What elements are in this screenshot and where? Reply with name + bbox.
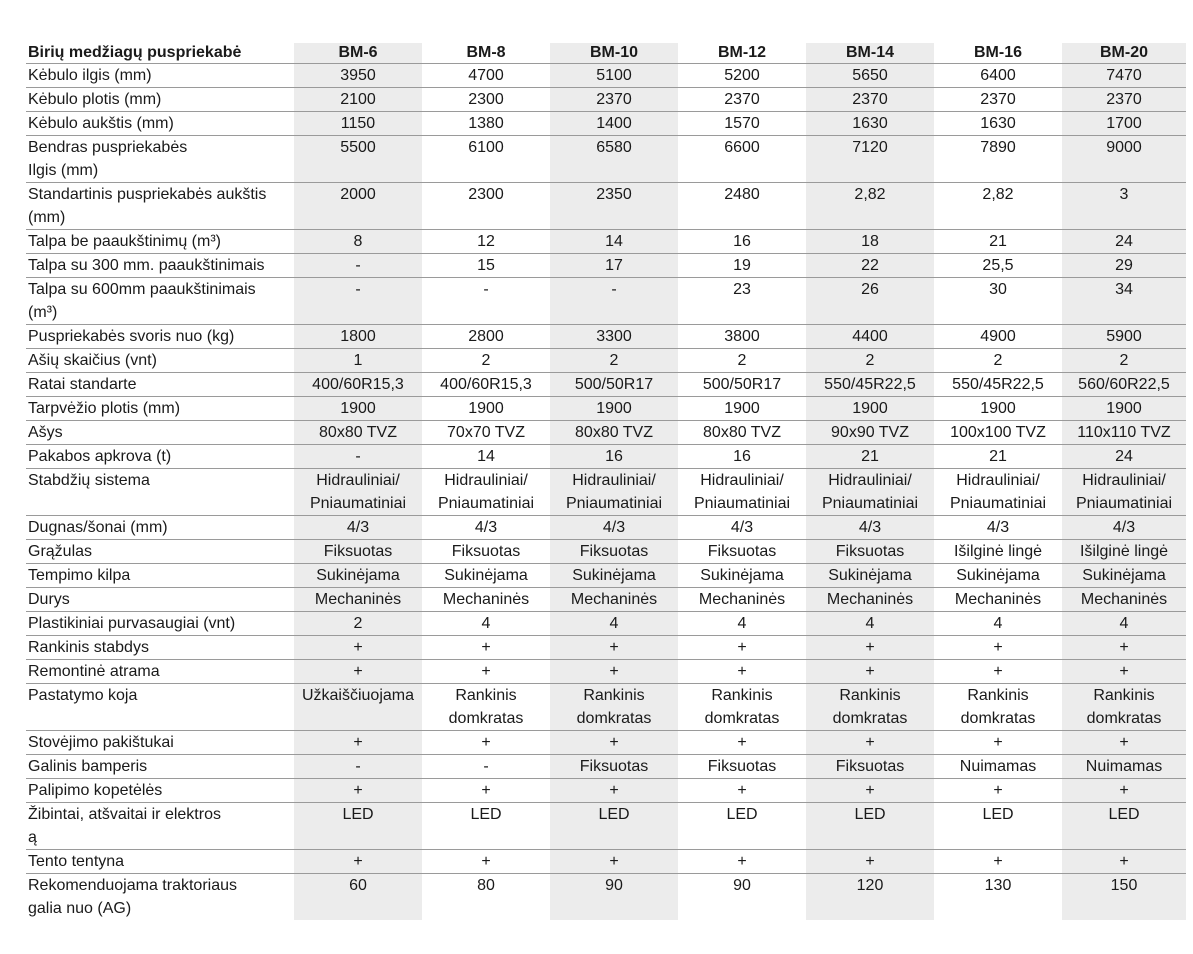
table-cell: 24 [1062, 445, 1186, 469]
table-cell: 150 [1062, 874, 1186, 921]
row-label: Standartinis puspriekabės aukštis (mm) [26, 183, 294, 230]
table-cell: Mechaninės [1062, 588, 1186, 612]
table-cell: 14 [422, 445, 550, 469]
table-cell: + [1062, 779, 1186, 803]
table-row [26, 88, 1186, 112]
table-cell: + [294, 731, 422, 755]
table-cell: 1900 [806, 397, 934, 421]
table-cell: Išilginė lingė [1062, 540, 1186, 564]
table-cell: 4/3 [1062, 516, 1186, 540]
table-cell: Mechaninės [294, 588, 422, 612]
row-label: Plastikiniai purvasaugiai (vnt) [26, 612, 294, 636]
table-cell: 5100 [550, 64, 678, 88]
table-cell: 34 [1062, 278, 1186, 325]
table-cell: 29 [1062, 254, 1186, 278]
table-cell: 6600 [678, 136, 806, 183]
table-cell: 14 [550, 230, 678, 254]
table-cell: 2350 [550, 183, 678, 230]
table-cell: + [294, 660, 422, 684]
row-label: Palipimo kopetėlės [26, 779, 294, 803]
table-cell: 1900 [678, 397, 806, 421]
table-cell: 4/3 [550, 516, 678, 540]
table-cell: Išilginė lingė [934, 540, 1062, 564]
table-row [26, 636, 1186, 660]
table-row [26, 755, 1186, 779]
table-cell: 8 [294, 230, 422, 254]
row-label: Rekomenduojama traktoriaus galia nuo (AG) [28, 877, 237, 917]
table-cell: 7120 [806, 136, 934, 183]
model-header: BM-8 [422, 43, 550, 64]
row-label: Stovėjimo pakištukai [26, 731, 294, 755]
table-cell: 4400 [806, 325, 934, 349]
row-label: Pakabos apkrova (t) [26, 445, 294, 469]
table-cell: 4 [678, 612, 806, 636]
table-cell: 3800 [678, 325, 806, 349]
table-cell: LED [422, 803, 550, 850]
table-cell: 4/3 [934, 516, 1062, 540]
table-cell: Rankinis domkratas [1062, 684, 1186, 731]
table-row [26, 588, 1186, 612]
table-cell: - [294, 254, 422, 278]
table-cell: - [550, 278, 678, 325]
row-label: Rankinis stabdys [26, 636, 294, 660]
table-cell: 16 [678, 445, 806, 469]
table-cell: LED [934, 803, 1062, 850]
table-row [26, 64, 1186, 88]
table-cell: 2 [934, 349, 1062, 373]
table-row [26, 183, 1186, 230]
table-cell: + [1062, 850, 1186, 874]
table-row [26, 278, 1186, 325]
table-cell: 21 [806, 445, 934, 469]
table-cell: 6100 [422, 136, 550, 183]
row-label: Kėbulo plotis (mm) [26, 88, 294, 112]
table-cell: 16 [550, 445, 678, 469]
table-cell: 6400 [934, 64, 1062, 88]
table-cell: LED [678, 803, 806, 850]
table-row [26, 564, 1186, 588]
model-header: BM-10 [550, 43, 678, 64]
table-cell: 4700 [422, 64, 550, 88]
table-cell: + [934, 660, 1062, 684]
table-row [26, 373, 1186, 397]
table-row [26, 469, 1186, 516]
table-cell: Mechaninės [550, 588, 678, 612]
table-cell: 130 [984, 877, 1012, 894]
table-row [26, 421, 1186, 445]
table-cell: + [550, 779, 678, 803]
table-cell: Fiksuotas [806, 540, 934, 564]
table-cell: 90 [733, 877, 751, 894]
table-cell: 30 [934, 278, 1062, 325]
table-cell: Fiksuotas [422, 540, 550, 564]
row-label: Talpa be paaukštinimų (m³) [26, 230, 294, 254]
table-cell: 6580 [550, 136, 678, 183]
row-label: Pastatymo koja [26, 684, 294, 731]
table-cell: 1150 [294, 112, 422, 136]
model-header: BM-20 [1062, 43, 1186, 64]
table-cell: 24 [1062, 230, 1186, 254]
table-cell: Nuimamas [934, 755, 1062, 779]
table-cell: + [294, 779, 422, 803]
row-label: Dugnas/šonai (mm) [26, 516, 294, 540]
table-cell: 2370 [678, 88, 806, 112]
table-row [26, 325, 1186, 349]
table-cell: + [806, 731, 934, 755]
table-cell: 9000 [1062, 136, 1186, 183]
table-cell: Fiksuotas [678, 540, 806, 564]
table-cell: 4900 [934, 325, 1062, 349]
table-cell: Mechaninės [422, 588, 550, 612]
table-row [26, 397, 1186, 421]
table-cell: Mechaninės [934, 588, 1062, 612]
table-cell: 80x80 TVZ [294, 421, 422, 445]
table-cell: 4/3 [806, 516, 934, 540]
table-cell: 2 [550, 349, 678, 373]
table-row [26, 540, 1186, 564]
table-cell: + [678, 850, 806, 874]
table-row [26, 731, 1186, 755]
table-cell: 23 [678, 278, 806, 325]
table-cell: + [934, 731, 1062, 755]
table-cell: 2000 [294, 183, 422, 230]
table-cell: 2370 [806, 88, 934, 112]
table-cell: 2,82 [806, 183, 934, 230]
table-cell: 2800 [422, 325, 550, 349]
table-cell: 1900 [422, 397, 550, 421]
table-cell: 2 [1062, 349, 1186, 373]
row-label: Kėbulo aukštis (mm) [26, 112, 294, 136]
table-cell: 2370 [1062, 88, 1186, 112]
table-cell: 2 [422, 349, 550, 373]
table-cell: 22 [806, 254, 934, 278]
table-cell: LED [294, 803, 422, 850]
table-cell: 1570 [678, 112, 806, 136]
table-cell: Sukinėjama [806, 564, 934, 588]
row-label: Žibintai, atšvaitai ir elektros ą [26, 803, 294, 850]
row-label: Stabdžių sistema [26, 469, 294, 516]
table-cell: 19 [678, 254, 806, 278]
row-label: Galinis bamperis [26, 755, 294, 779]
table-cell: 2100 [294, 88, 422, 112]
table-cell: 1800 [294, 325, 422, 349]
table-cell: + [934, 636, 1062, 660]
table-cell: - [294, 445, 422, 469]
row-label: Talpa su 600mm paaukštinimais (m³) [26, 278, 294, 325]
table-cell: + [294, 636, 422, 660]
table-row [26, 660, 1186, 684]
table-cell: Mechaninės [678, 588, 806, 612]
table-cell: + [678, 636, 806, 660]
table-cell: 1630 [934, 112, 1062, 136]
table-cell: 12 [422, 230, 550, 254]
table-cell: + [1062, 731, 1186, 755]
table-cell: + [934, 779, 1062, 803]
table-cell: 1900 [934, 397, 1062, 421]
table-cell: 5900 [1062, 325, 1186, 349]
table-cell: 26 [806, 278, 934, 325]
table-cell: Rankinis domkratas [934, 684, 1062, 731]
table-cell: 1 [294, 349, 422, 373]
table-cell: Fiksuotas [294, 540, 422, 564]
row-label: Grąžulas [26, 540, 294, 564]
table-cell: 3950 [294, 64, 422, 88]
table-cell: Hidrauliniai/ Pniaumatiniai [294, 469, 422, 516]
table-row [26, 684, 1186, 731]
table-cell: 1630 [806, 112, 934, 136]
table-cell: Hidrauliniai/ Pniaumatiniai [934, 469, 1062, 516]
table-row [26, 349, 1186, 373]
table-cell: Sukinėjama [678, 564, 806, 588]
table-cell: + [806, 850, 934, 874]
model-header: BM-16 [934, 43, 1062, 64]
table-row [26, 850, 1186, 874]
table-cell: Nuimamas [1062, 755, 1186, 779]
table-cell: 2480 [678, 183, 806, 230]
table-cell: 2 [806, 349, 934, 373]
table-cell: 550/45R22,5 [934, 373, 1062, 397]
table-row [26, 803, 1186, 850]
table-cell: Hidrauliniai/ Pniaumatiniai [550, 469, 678, 516]
table-cell: 5500 [294, 136, 422, 183]
spec-body [26, 64, 1186, 921]
table-cell: 90 [550, 874, 678, 921]
table-cell: Fiksuotas [678, 755, 806, 779]
table-row [26, 516, 1186, 540]
table-cell: 2300 [422, 183, 550, 230]
row-label: Remontinė atrama [26, 660, 294, 684]
table-cell: LED [550, 803, 678, 850]
table-cell: 1700 [1062, 112, 1186, 136]
table-cell: 21 [934, 230, 1062, 254]
table-cell: 400/60R15,3 [422, 373, 550, 397]
model-header: BM-6 [294, 43, 422, 64]
table-cell: Rankinis domkratas [678, 684, 806, 731]
table-row [26, 779, 1186, 803]
table-row [26, 254, 1186, 278]
model-header: BM-12 [678, 43, 806, 64]
table-cell: Hidrauliniai/ Pniaumatiniai [678, 469, 806, 516]
row-label: Bendras puspriekabės Ilgis (mm) [26, 136, 294, 183]
table-cell: 4 [1062, 612, 1186, 636]
table-cell: Sukinėjama [934, 564, 1062, 588]
table-cell: Rankinis domkratas [422, 684, 550, 731]
table-cell: 120 [806, 874, 934, 921]
table-cell: Fiksuotas [550, 540, 678, 564]
table-cell: + [806, 779, 934, 803]
header-label: Birių medžiagų puspriekabė [26, 43, 294, 64]
row-label: Tento tentyna [26, 850, 294, 874]
table-cell: 4 [550, 612, 678, 636]
row-label: Durys [26, 588, 294, 612]
table-cell: + [806, 660, 934, 684]
row-label: Ašių skaičius (vnt) [26, 349, 294, 373]
table-cell: Hidrauliniai/ Pniaumatiniai [1062, 469, 1186, 516]
table-cell: 550/45R22,5 [806, 373, 934, 397]
table-cell: LED [1062, 803, 1186, 850]
row-label: Tarpvėžio plotis (mm) [26, 397, 294, 421]
table-cell: 4/3 [678, 516, 806, 540]
table-cell: Sukinėjama [294, 564, 422, 588]
row-label: Tempimo kilpa [26, 564, 294, 588]
table-cell: Hidrauliniai/ Pniaumatiniai [806, 469, 934, 516]
table-cell: + [806, 636, 934, 660]
table-cell: 4 [422, 612, 550, 636]
table-cell: + [1062, 660, 1186, 684]
table-cell: 4 [934, 612, 1062, 636]
table-cell: 1900 [550, 397, 678, 421]
table-cell: - [422, 755, 550, 779]
table-cell: 2 [678, 349, 806, 373]
table-cell: Užkaiščiuojama [294, 684, 422, 731]
table-cell: 60 [294, 874, 422, 921]
table-cell: 16 [678, 230, 806, 254]
table-cell: 500/50R17 [550, 373, 678, 397]
table-cell: 2,82 [934, 183, 1062, 230]
table-cell: 1380 [422, 112, 550, 136]
table-cell: + [294, 850, 422, 874]
table-cell: 15 [422, 254, 550, 278]
table-cell: 80x80 TVZ [678, 421, 806, 445]
table-cell: + [422, 636, 550, 660]
table-cell: Mechaninės [806, 588, 934, 612]
table-cell: + [550, 850, 678, 874]
table-cell: Fiksuotas [806, 755, 934, 779]
table-row [26, 112, 1186, 136]
table-cell: 21 [934, 445, 1062, 469]
table-cell: 3 [1062, 183, 1186, 230]
table-cell: + [1062, 636, 1186, 660]
table-cell: 100x100 TVZ [934, 421, 1062, 445]
table-cell: Hidrauliniai/ Pniaumatiniai [422, 469, 550, 516]
table-cell: 17 [550, 254, 678, 278]
table-cell: + [678, 779, 806, 803]
table-cell: 560/60R22,5 [1062, 373, 1186, 397]
table-cell: 90x90 TVZ [806, 421, 934, 445]
table-cell: + [422, 731, 550, 755]
table-cell: Sukinėjama [550, 564, 678, 588]
table-row [26, 230, 1186, 254]
table-cell: 4 [806, 612, 934, 636]
table-cell: 2300 [422, 88, 550, 112]
table-cell: 18 [806, 230, 934, 254]
table-row [26, 612, 1186, 636]
table-cell: Sukinėjama [1062, 564, 1186, 588]
table-cell: 2370 [550, 88, 678, 112]
table-cell: Sukinėjama [422, 564, 550, 588]
table-cell: 70x70 TVZ [422, 421, 550, 445]
table-cell: + [934, 850, 1062, 874]
table-cell: + [550, 636, 678, 660]
table-row [26, 136, 1186, 183]
table-cell: 25,5 [934, 254, 1062, 278]
model-header: BM-14 [806, 43, 934, 64]
table-cell: 400/60R15,3 [294, 373, 422, 397]
table-row [26, 874, 1186, 921]
table-cell: + [678, 731, 806, 755]
table-cell: + [678, 660, 806, 684]
table-cell: 7470 [1062, 64, 1186, 88]
header-row [26, 43, 1186, 64]
table-cell: 7890 [934, 136, 1062, 183]
table-cell: 80 [477, 877, 495, 894]
table-cell: - [294, 278, 422, 325]
row-label: Ratai standarte [26, 373, 294, 397]
table-cell: 500/50R17 [678, 373, 806, 397]
table-cell: + [422, 660, 550, 684]
table-row [26, 445, 1186, 469]
table-cell: 4/3 [422, 516, 550, 540]
table-cell: 4/3 [294, 516, 422, 540]
table-cell: 2 [294, 612, 422, 636]
table-cell: 1400 [550, 112, 678, 136]
table-cell: 3300 [550, 325, 678, 349]
table-cell: LED [806, 803, 934, 850]
table-cell: + [422, 850, 550, 874]
table-cell: 2370 [934, 88, 1062, 112]
table-cell: + [550, 660, 678, 684]
table-cell: 110x110 TVZ [1062, 421, 1186, 445]
spec-table [26, 43, 1186, 920]
table-cell: 80x80 TVZ [550, 421, 678, 445]
row-label: Talpa su 300 mm. paaukštinimais [26, 254, 294, 278]
table-cell: + [422, 779, 550, 803]
table-cell: Rankinis domkratas [550, 684, 678, 731]
table-cell: 5200 [678, 64, 806, 88]
row-label: Ašys [26, 421, 294, 445]
table-cell: Rankinis domkratas [806, 684, 934, 731]
row-label: Kėbulo ilgis (mm) [26, 64, 294, 88]
table-cell: + [550, 731, 678, 755]
table-cell: 1900 [294, 397, 422, 421]
table-cell: 5650 [806, 64, 934, 88]
table-cell: - [422, 278, 550, 325]
row-label: Puspriekabės svoris nuo (kg) [26, 325, 294, 349]
table-cell: 1900 [1062, 397, 1186, 421]
table-cell: Fiksuotas [550, 755, 678, 779]
table-cell: - [294, 755, 422, 779]
